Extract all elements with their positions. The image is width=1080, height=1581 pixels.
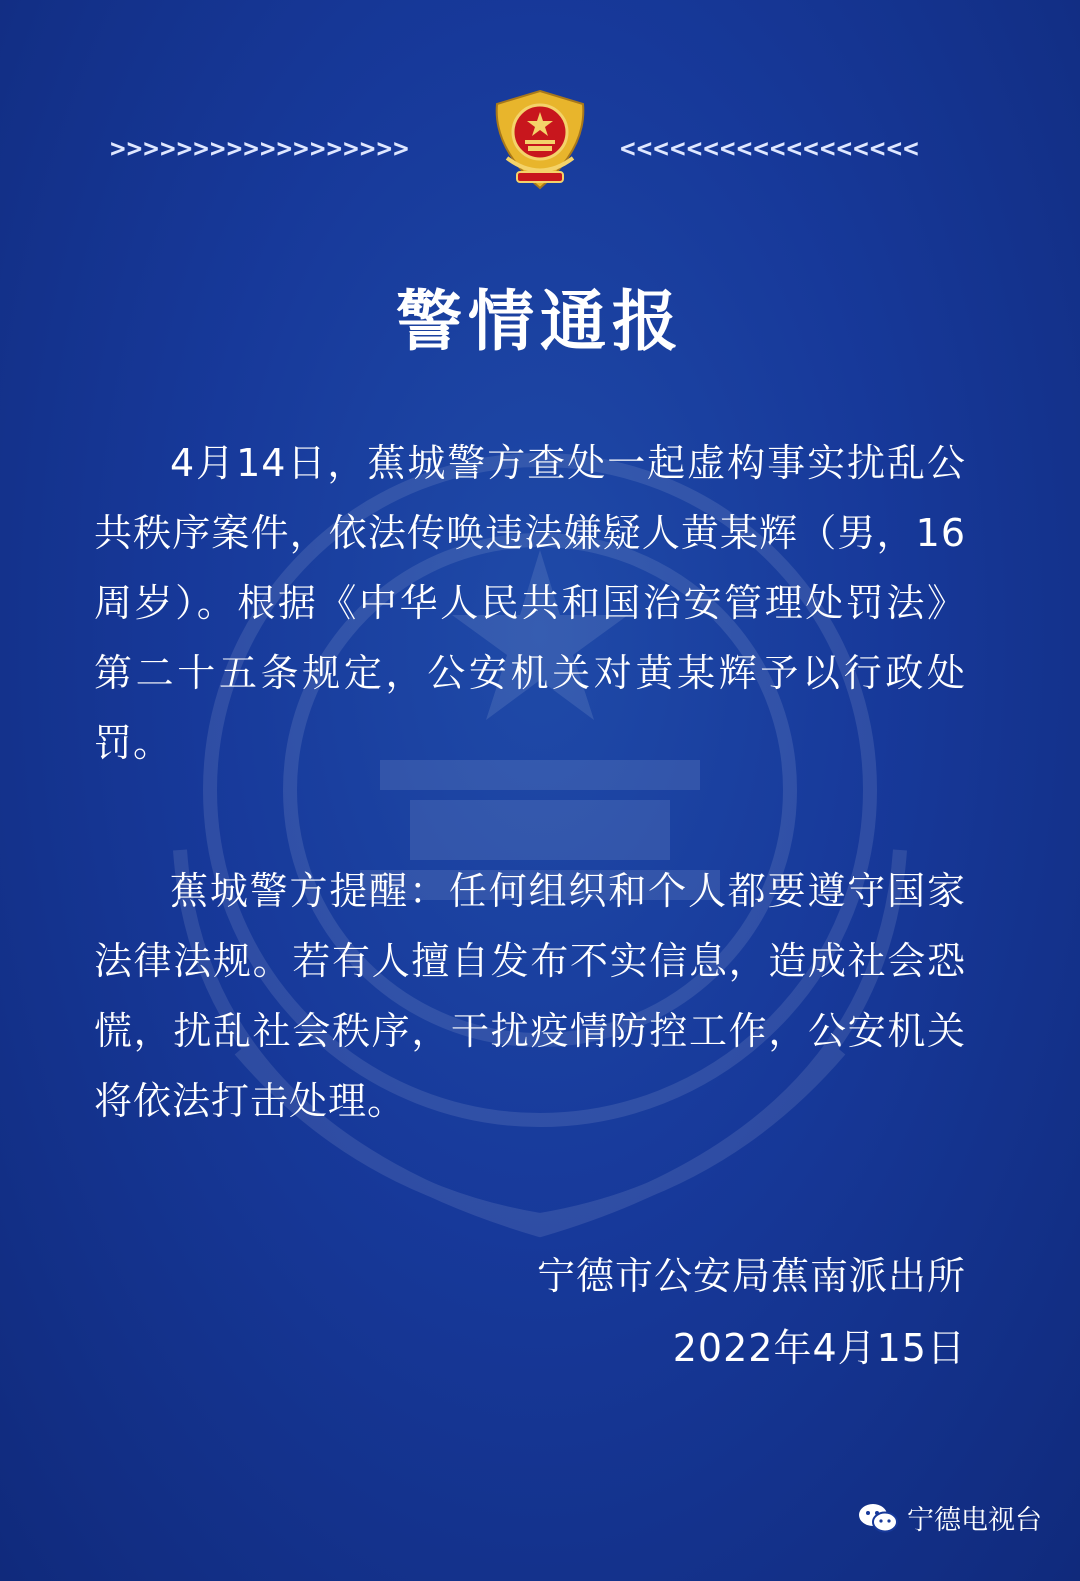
- wechat-icon: [857, 1501, 899, 1535]
- source-label: 宁德电视台: [907, 1505, 1042, 1536]
- police-badge-icon: [487, 88, 593, 192]
- header-row: [0, 88, 1080, 198]
- right-arrows-decoration: <<<<<<<<<<<<<<<<<<: [620, 134, 920, 164]
- page-title: 警情通报: [396, 283, 684, 360]
- left-arrows-decoration: >>>>>>>>>>>>>>>>>>: [110, 134, 410, 164]
- signature-block: [537, 1240, 966, 1384]
- notice-paragraph-2: 蕉城警方提醒：任何组织和个人都要遵守国家法律法规。若有人擅自发布不实信息，造成社会恐慌，扰乱社会秩序，干扰疫情防控工作，公安机关将依法打击处理。: [94, 869, 966, 1123]
- issuer-name: 宁德市公安局蕉南派出所: [536, 1254, 966, 1298]
- source-watermark: [857, 1498, 1042, 1537]
- issue-date: 2022年4月15日: [672, 1326, 966, 1370]
- notice-paragraph-1: 4月14日，蕉城警方查处一起虚构事实扰乱公共秩序案件，依法传唤违法嫌疑人黄某辉（男，16周岁）。根据《中华人民共和国治安管理处罚法》第二十五条规定，公安机关对黄某辉予以行政处罚。: [94, 441, 966, 765]
